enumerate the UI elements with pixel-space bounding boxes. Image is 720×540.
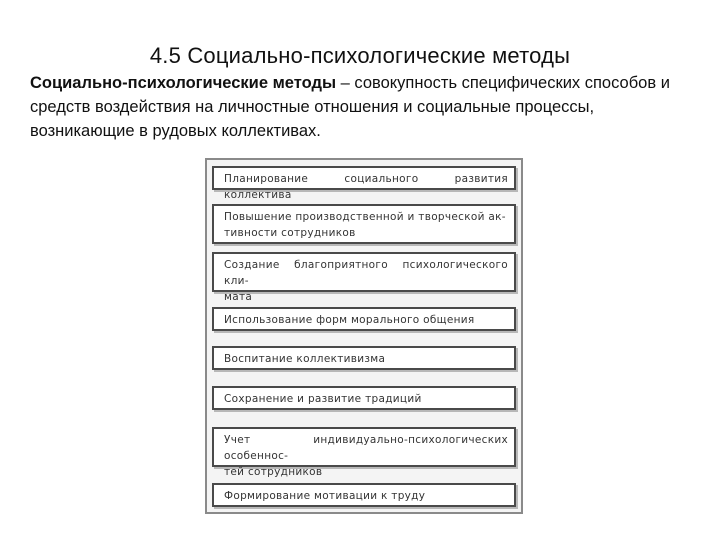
method-box-traditions: [212, 386, 516, 410]
definition-paragraph: [30, 71, 698, 143]
method-line: Формирование мотивации к труду: [224, 490, 426, 502]
method-line: Планирование социального развития коллектива: [224, 173, 508, 201]
method-box-activity: [212, 204, 516, 244]
method-line: тивности сотрудников: [224, 227, 356, 239]
method-line: Воспитание коллективизма: [224, 353, 386, 365]
method-line: Сохранение и развитие традиций: [224, 393, 422, 405]
method-box-climate: [212, 252, 516, 303]
definition-term: Социально-психологические методы: [30, 74, 337, 92]
method-line: тей сотрудников: [224, 466, 323, 478]
method-line: Использование форм морального общения: [224, 314, 475, 326]
method-line: Учет индивидуально-психологических особеннос-: [224, 434, 508, 462]
method-box-planning: [212, 166, 516, 201]
method-box-motivation: [212, 483, 516, 507]
method-box-collectivism: [212, 346, 516, 370]
method-line: Повышение производственной и творческой ак-: [224, 211, 506, 223]
definition-text: – совокупность специфических способов и средств воздействия на личностные отношения и социальные процессы, возникающие в рудовых коллективах.: [30, 74, 670, 140]
method-box-moral-communication: [212, 307, 516, 331]
slide-title: 4.5 Социально-психологические методы: [149, 42, 571, 68]
method-line: Создание благоприятного психологического кли-: [224, 259, 508, 287]
method-line: мата: [224, 291, 253, 303]
method-box-individual-traits: [212, 427, 516, 478]
methods-diagram: [205, 158, 523, 514]
